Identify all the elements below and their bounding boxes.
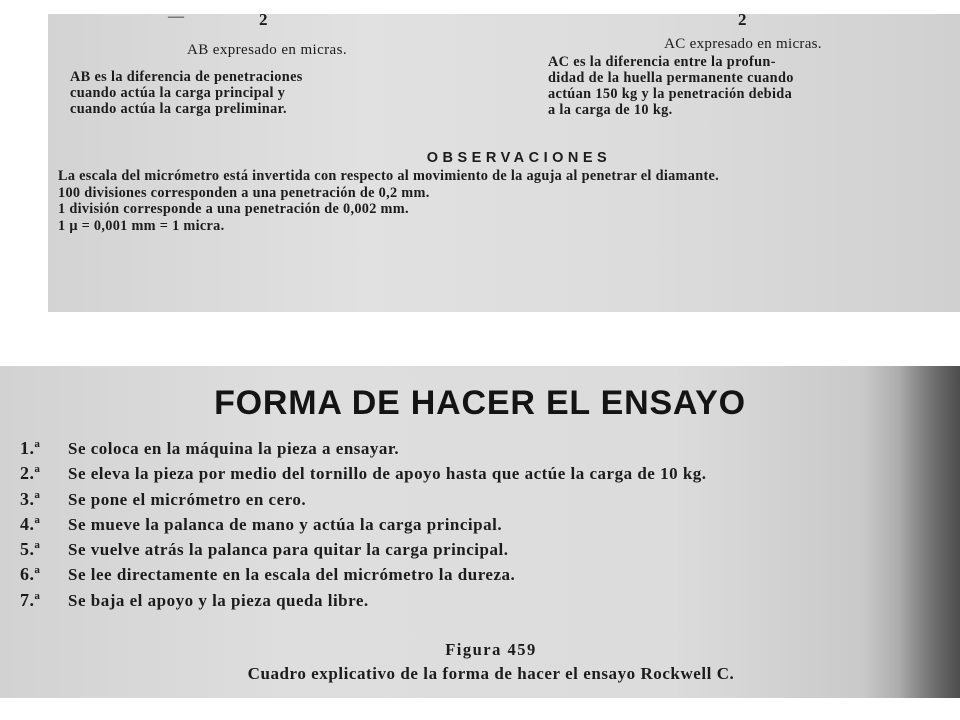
figure-caption: Cuadro explicativo de la forma de hacer el ensayo Rockwell C.: [247, 664, 735, 683]
step-number: 7.ª: [20, 589, 41, 610]
procedure-steps: [20, 438, 940, 615]
observation-line: 1 μ = 0,001 mm = 1 micra.: [58, 217, 225, 234]
right-line: AC es la diferencia entre la profun-: [548, 54, 776, 70]
step-number: 3.ª: [20, 488, 41, 509]
step-text: Se vuelve atrás la palanca para quitar la carga principal.: [68, 540, 509, 560]
observation-line: La escala del micrómetro está invertida con respecto al movimiento de la aguja al penetrar el diamante.: [58, 168, 720, 184]
step-number: 5.ª: [20, 539, 41, 560]
right-line: actúan 150 kg y la penetración debida: [548, 86, 793, 102]
observation-line: 100 divisiones corresponden a una penetración de 0,2 mm.: [58, 184, 430, 201]
left-caption: AB expresado en micras.: [187, 42, 347, 58]
right-line: didad de la huella permanente cuando: [548, 70, 794, 86]
top-scan-fragment: [48, 14, 960, 312]
step-item: [20, 463, 940, 488]
step-number: 4.ª: [20, 513, 41, 534]
left-column: [62, 42, 442, 117]
left-line: cuando actúa la carga principal y: [70, 85, 286, 101]
observation-line: 1 división corresponde a una penetración de 0,002 mm.: [58, 201, 409, 217]
step-number: 2.ª: [20, 463, 41, 484]
step-item: [20, 539, 940, 564]
left-line: AB es la diferencia de penetraciones: [70, 69, 303, 85]
right-caption: AC expresado en micras.: [664, 36, 822, 52]
left-paragraph: [62, 69, 442, 117]
formula-denominator-right: 2: [738, 14, 747, 29]
step-number: 6.ª: [20, 564, 41, 585]
step-text: Se pone el micrómetro en cero.: [68, 489, 307, 509]
observations-heading: OBSERVACIONES: [426, 150, 612, 166]
left-line: cuando actúa la carga preliminar.: [70, 101, 287, 117]
top-dash: —: [168, 14, 184, 25]
right-line: a la carga de 10 kg.: [548, 102, 673, 118]
observations-list: [58, 168, 920, 234]
section-title: FORMA DE HACER EL ENSAYO: [214, 384, 746, 422]
step-item: [20, 438, 940, 463]
step-text: Se lee directamente en la escala del micrómetro la dureza.: [68, 565, 516, 585]
formula-denominator-left: 2: [259, 14, 268, 29]
bottom-scan-fragment: [0, 366, 960, 698]
step-item: [20, 514, 940, 539]
step-item: [20, 489, 940, 514]
figure-label: Figura 459: [445, 640, 537, 659]
step-item: [20, 564, 940, 589]
step-text: Se eleva la pieza por medio del tornillo de apoyo hasta que actúe la carga de 10 kg.: [68, 464, 707, 484]
step-text: Se coloca en la máquina la pieza a ensayar.: [68, 439, 400, 458]
step-item: [20, 590, 940, 615]
right-paragraph: [548, 54, 908, 118]
step-number: 1.ª: [20, 438, 41, 458]
right-column: [548, 36, 908, 118]
step-text: Se baja el apoyo y la pieza queda libre.: [68, 590, 369, 610]
step-text: Se mueve la palanca de mano y actúa la carga principal.: [68, 514, 503, 534]
